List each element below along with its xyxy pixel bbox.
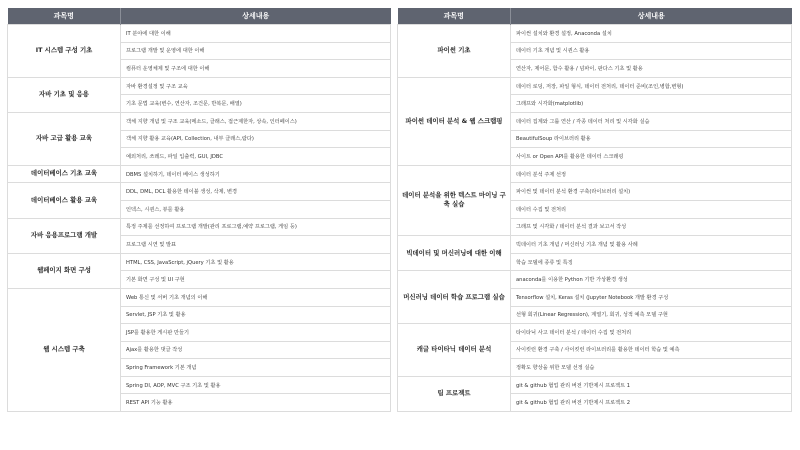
header-row: [8, 8, 391, 25]
detail-cell: 데이터 수집 및 전처리: [511, 200, 792, 218]
detail-cell: anaconda를 이용한 Python 기반 가상환경 생성: [511, 271, 792, 289]
detail-cell: 정확도 향상을 위한 모델 선정 실습: [511, 359, 792, 377]
detail-cell: 컴퓨터 운영체제 및 구조에 대한 이해: [121, 60, 391, 78]
detail-cell: 그래프 및 시각화 / 데이터 분석 결과 보고서 작성: [511, 218, 792, 236]
detail-cell: Web 통신 및 서버 기초 개념의 이해: [121, 288, 391, 306]
detail-cell: 선형 회귀(Linear Regression), 계열기, 회귀, 성적 예측 모델 구현: [511, 306, 792, 324]
subject-cell: 파이썬 기초: [398, 25, 511, 78]
detail-cell: Tensorflow 설치, Keras 설치 (Jupyter Notebook 개발 환경 구성: [511, 288, 792, 306]
table-row: [398, 376, 792, 394]
table-row: [8, 25, 391, 43]
detail-cell: Spring DI, AOP, MVC 구조 기초 및 활용: [121, 376, 391, 394]
detail-cell: 연산자, 제어문, 함수 활용 / 넘파이, 판다스 기초 및 활용: [511, 60, 792, 78]
subject-cell: 캐글 타이타닉 데이터 분석: [398, 324, 511, 377]
subject-cell: 데이터 분석을 위한 텍스트 마이닝 구축 실습: [398, 165, 511, 235]
subject-header: 과목명: [398, 8, 511, 25]
table-row: [8, 218, 391, 236]
subject-cell: 데이터베이스 기초 교육: [8, 165, 121, 183]
detail-cell: 사이킷런 환경 구축 / 사이킷런 라이브러리를 활용한 데이터 학습 및 예측: [511, 341, 792, 359]
curriculum-tables: [7, 8, 792, 412]
detail-cell: 특정 주제를 선정하여 프로그램 개발(관리 프로그램,예약 프로그램, 게임 등): [121, 218, 391, 236]
detail-cell: 사이트 or Open API를 활용한 데이터 스크래핑: [511, 148, 792, 166]
table-row: [398, 165, 792, 183]
table-row: [398, 25, 792, 43]
curriculum-table-right: [397, 8, 792, 412]
detail-cell: 파이썬 설치와 환경 설정, Anaconda 설치: [511, 25, 792, 43]
subject-cell: 팀 프로젝트: [398, 376, 511, 411]
header-row: [398, 8, 792, 25]
detail-cell: git & github 협업 관리 버전 기반제시 프로젝트 1: [511, 376, 792, 394]
subject-cell: 데이터베이스 활용 교육: [8, 183, 121, 218]
detail-cell: 객체 지향 개념 및 구조 교육(메소드, 클래스, 접근제한자, 상속, 인터페이스): [121, 112, 391, 130]
detail-cell: JSP를 활용한 게시판 만들기: [121, 324, 391, 342]
table-row: [8, 112, 391, 130]
subject-cell: 머신러닝 데이터 학습 프로그램 실습: [398, 271, 511, 324]
subject-cell: 파이썬 데이터 분석 & 웹 스크랩핑: [398, 77, 511, 165]
detail-cell: 인덱스, 시퀀스, 뷰를 활용: [121, 200, 391, 218]
curriculum-table-left: [7, 8, 391, 412]
subject-cell: 웹 시스템 구축: [8, 288, 121, 411]
detail-cell: git & github 협업 관리 버전 기반제시 프로젝트 2: [511, 394, 792, 412]
detail-cell: REST API 기능 활용: [121, 394, 391, 412]
table-row: [398, 77, 792, 95]
table-row: [398, 236, 792, 254]
detail-cell: HTML, CSS, JavaScript, jQuery 기초 및 활용: [121, 253, 391, 271]
detail-cell: Spring Framework 기본 개념: [121, 359, 391, 377]
detail-cell: BeautifulSoup 라이브러리 활용: [511, 130, 792, 148]
detail-cell: 데이터 기초 개념 및 시퀀스 활용: [511, 42, 792, 60]
table-row: [8, 77, 391, 95]
table-row: [8, 253, 391, 271]
detail-cell: 객체 지향 활용 교육(API, Collection, 내부 클래스,람다): [121, 130, 391, 148]
detail-cell: IT 분야에 대한 이해: [121, 25, 391, 43]
detail-cell: DBMS 설치하기, 데이터 베이스 생성하기: [121, 165, 391, 183]
detail-cell: 그래프와 시각화(matplotlib): [511, 95, 792, 113]
detail-cell: 파이썬 및 데이터 분석 환경 구축(라이브러리 설치): [511, 183, 792, 201]
detail-cell: 기본 화면 구성 및 UI 구현: [121, 271, 391, 289]
detail-cell: 프로그램 개발 및 운영에 대한 이해: [121, 42, 391, 60]
detail-cell: 타이타닉 사고 데이터 분석 / 데이터 수집 및 전처리: [511, 324, 792, 342]
subject-cell: 자바 응용프로그램 개발: [8, 218, 121, 253]
detail-cell: 데이터 집계와 그룹 연산 / 각종 데이터 처리 및 시각화 실습: [511, 112, 792, 130]
detail-cell: 자바 환경설정 및 구조 교육: [121, 77, 391, 95]
subject-cell: 자바 기초 및 응용: [8, 77, 121, 112]
table-row: [8, 288, 391, 306]
detail-header: 상세내용: [121, 8, 391, 25]
subject-header: 과목명: [8, 8, 121, 25]
detail-cell: 데이터 로딩, 저장, 파일 형식, 데이터 전처리, 데이터 준비(조인,병합,변형): [511, 77, 792, 95]
subject-cell: 자바 고급 활용 교육: [8, 112, 121, 165]
table-row: [8, 165, 391, 183]
detail-cell: 학습 모델에 종류 및 특징: [511, 253, 792, 271]
detail-header: 상세내용: [511, 8, 792, 25]
subject-cell: IT 시스템 구성 기초: [8, 25, 121, 78]
subject-cell: 웹페이지 화면 구성: [8, 253, 121, 288]
table-row: [398, 324, 792, 342]
detail-cell: 예외처리, 쓰레드, 파일 입출력, GUI, JDBC: [121, 148, 391, 166]
detail-cell: 빅데이터 기초 개념 / 머신러닝 기초 개념 및 활용 사례: [511, 236, 792, 254]
detail-cell: 기초 문법 교육(변수, 연산자, 조건문, 반복문, 배열): [121, 95, 391, 113]
detail-cell: DDL, DML, DCL 활용한 테이블 생성, 삭제, 변경: [121, 183, 391, 201]
detail-cell: 데이터 분석 주제 선정: [511, 165, 792, 183]
table-row: [8, 183, 391, 201]
detail-cell: Servlet, JSP 기초 및 활용: [121, 306, 391, 324]
detail-cell: 프로그램 시연 및 발표: [121, 236, 391, 254]
subject-cell: 빅데이터 및 머신러닝에 대한 이해: [398, 236, 511, 271]
table-row: [398, 271, 792, 289]
detail-cell: Ajax를 활용한 댓글 작성: [121, 341, 391, 359]
